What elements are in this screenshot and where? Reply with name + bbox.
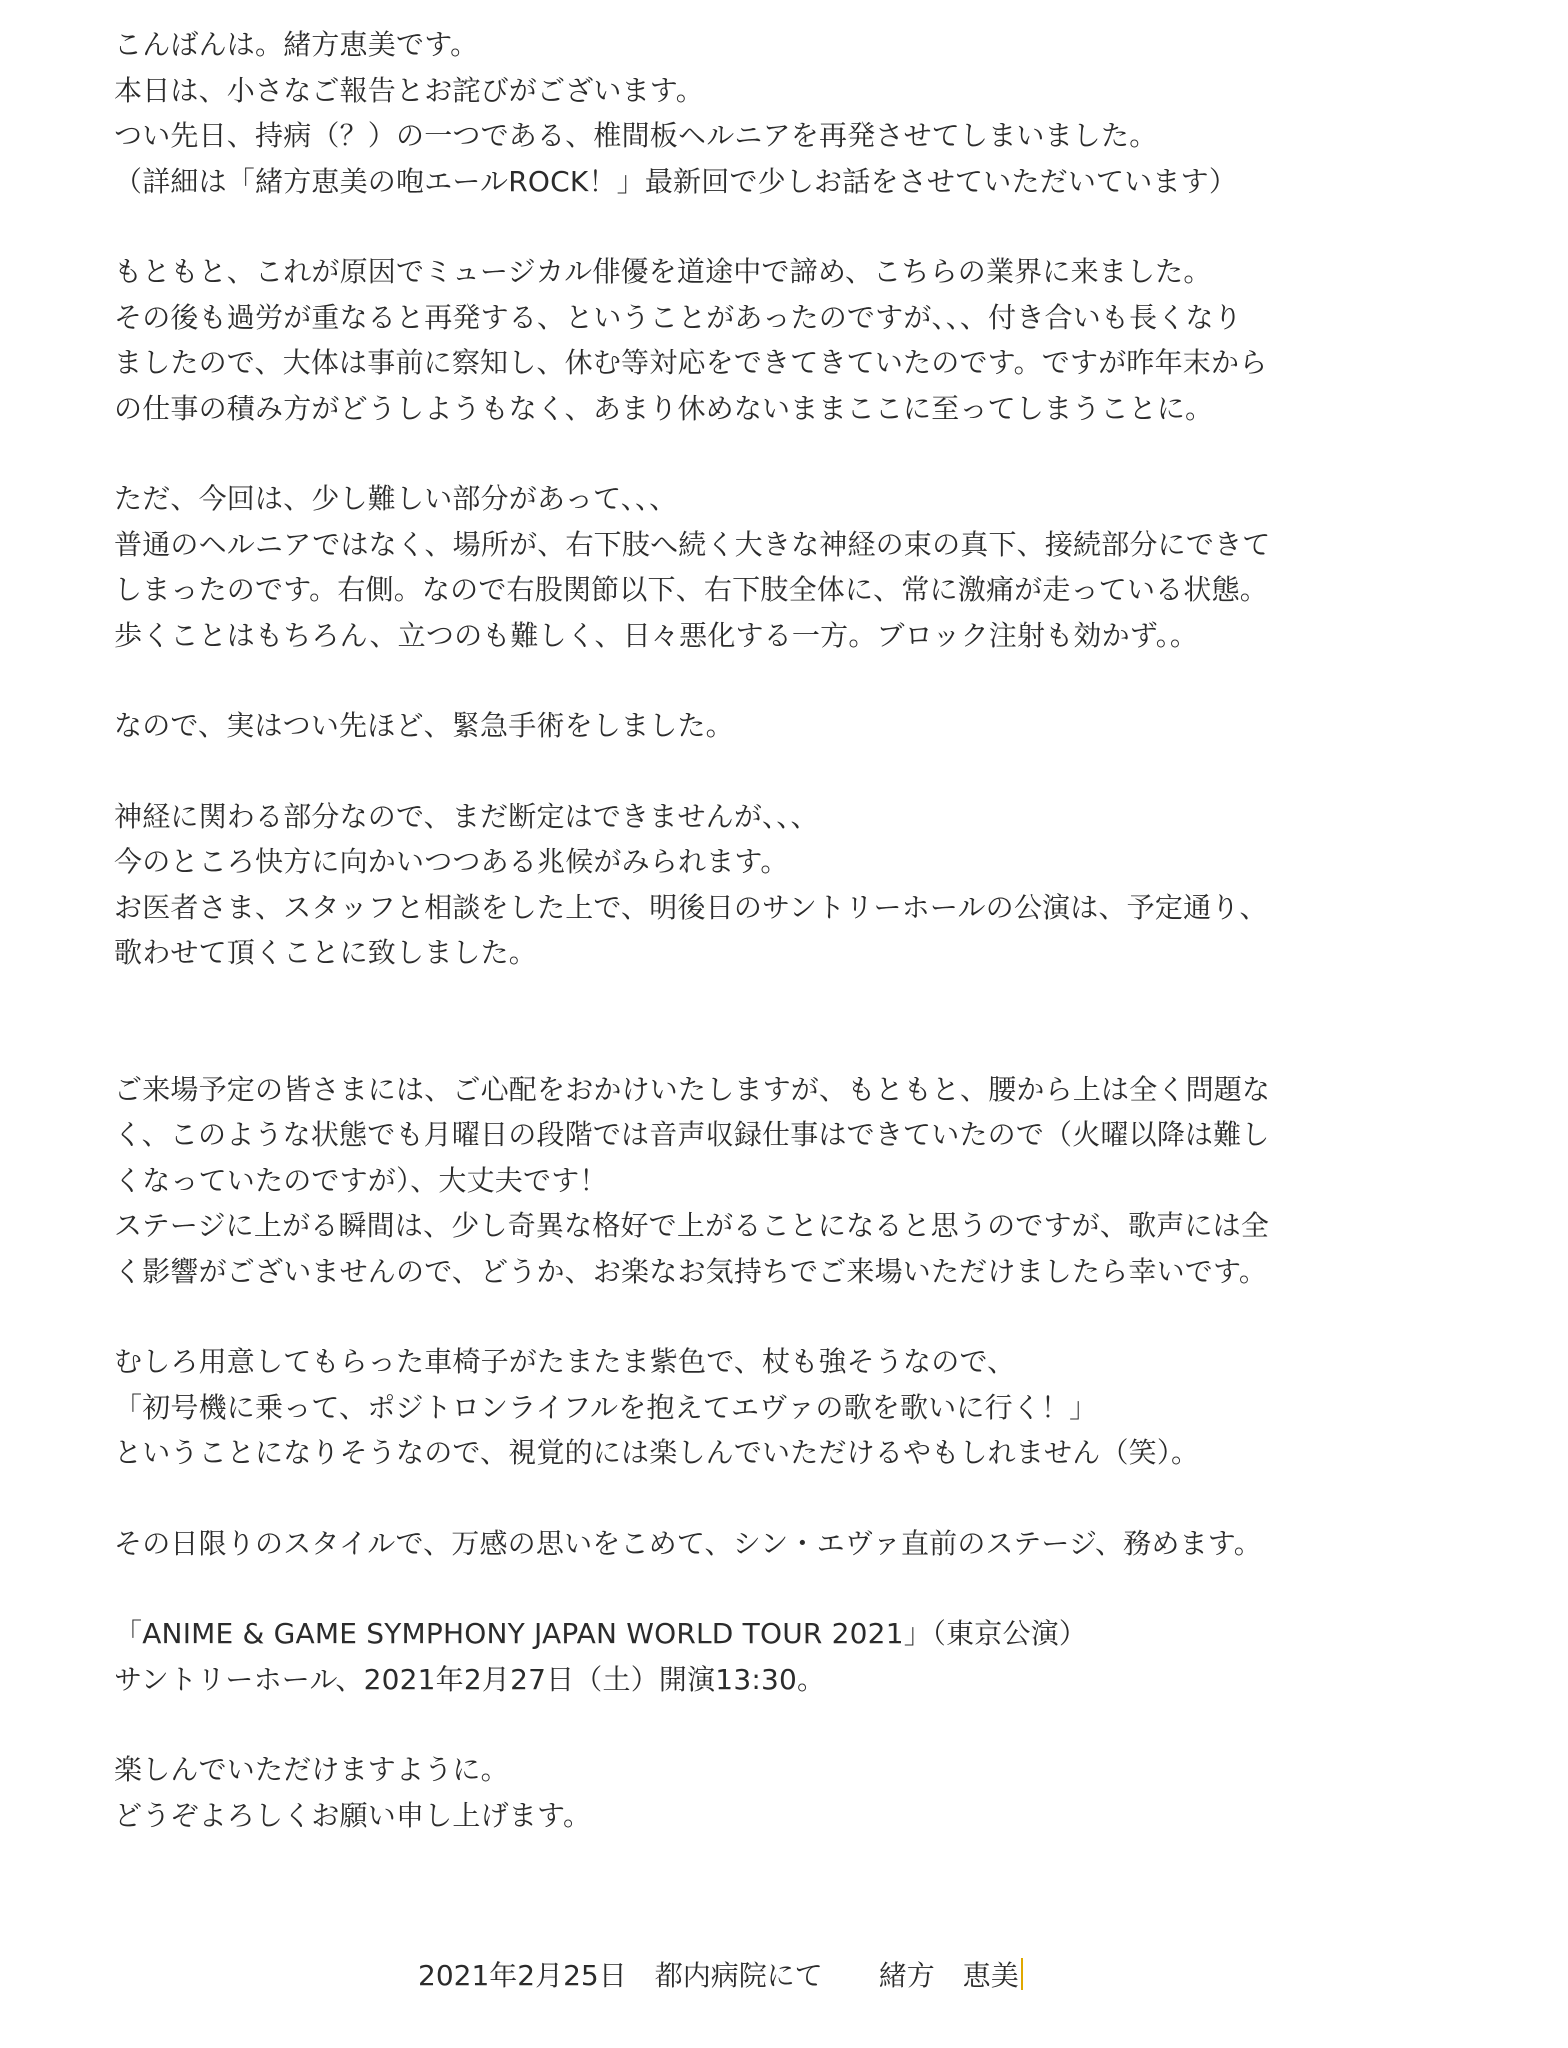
event-venue-date: サントリーホール、2021年2月27日（土）開演13:30。 xyxy=(114,1662,826,1696)
paragraph-surgery xyxy=(114,703,1414,749)
text-line: ただ、今回は、少し難しい部分があって、、、 xyxy=(114,482,678,515)
paragraph-condition xyxy=(114,476,1414,658)
signature-line xyxy=(418,1953,1023,1998)
text-line: （詳細は「緒方恵美の咆エールROCK！」最新回で少しお話をさせていただいています） xyxy=(114,164,1238,198)
text-line: こんばんは。緒方恵美です。 xyxy=(114,28,479,61)
text-line: く、このような状態でも月曜日の段階では音声収録仕事はできていたので（火曜以降は難し xyxy=(114,1118,1270,1151)
paragraph-greeting xyxy=(114,22,1414,204)
paragraph-resolve xyxy=(114,1521,1414,1567)
text-line: 「初号機に乗って、ポジトロンライフルを抱えてエヴァの歌を歌いに行く！」 xyxy=(114,1390,1098,1424)
text-line: 神経に関わる部分なので、まだ断定はできませんが、、、 xyxy=(114,799,819,833)
text-line: ということになりそうなので、視覚的には楽しんでいただけるやもしれません（笑）。 xyxy=(114,1436,1200,1469)
event-title: 「ANIME & GAME SYMPHONY JAPAN WORLD TOUR 2021」（東京公演） xyxy=(114,1617,1088,1650)
text-line: ご来場予定の皆さまには、ご心配をおかけいたしますが、もともと、腰から上は全く問題な xyxy=(114,1072,1271,1106)
text-cursor xyxy=(1021,1958,1023,1990)
text-line: むしろ用意してもらった車椅子がたまたま紫色で、杖も強そうなので、 xyxy=(114,1345,1016,1378)
text-line: つい先日、持病（？）の一つである、椎間板ヘルニアを再発させてしまいました。 xyxy=(114,119,1158,152)
text-line: 本日は、小さなご報告とお詫びがございます。 xyxy=(114,73,704,107)
paragraph-audience xyxy=(114,1067,1414,1295)
text-line: く影響がございませんので、どうか、お楽なお気持ちでご来場いただけましたら幸いです。 xyxy=(114,1254,1268,1288)
text-line: の仕事の積み方がどうしようもなく、あまり休めないままここに至ってしまうことに。 xyxy=(114,391,1214,425)
text-line: 楽しんでいただけますように。 xyxy=(114,1753,509,1786)
paragraph-background xyxy=(114,249,1414,431)
paragraph-wheelchair xyxy=(114,1339,1414,1476)
paragraph-closing xyxy=(114,1747,1414,1838)
paragraph-event xyxy=(114,1611,1414,1702)
text-line: どうぞよろしくお願い申し上げます。 xyxy=(114,1798,592,1832)
text-line: なので、実はつい先ほど、緊急手術をしました。 xyxy=(114,709,734,742)
text-line: 歌わせて頂くことに致しました。 xyxy=(114,936,538,969)
text-line: ましたので、大体は事前に察知し、休む等対応をできてきていたのです。ですが昨年末から xyxy=(114,346,1268,379)
text-line: その日限りのスタイルで、万感の思いをこめて、シン・エヴァ直前のステージ、務めます。 xyxy=(114,1526,1262,1560)
text-line: しまったのです。右側。なので右股関節以下、右下肢全体に、常に激痛が走っている状態。 xyxy=(114,573,1268,606)
signature-text: 2021年2月25日 都内病院にて 緒方 恵美 xyxy=(418,1959,1019,1992)
paragraph-recovery xyxy=(114,794,1414,976)
text-line: 歩くことはもちろん、立つのも難しく、日々悪化する一方。ブロック注射も効かず。。 xyxy=(114,618,1199,652)
text-line: 今のところ快方に向かいつつある兆候がみられます。 xyxy=(114,845,789,878)
text-line: その後も過労が重なると再発する、ということがあったのですが、、、付き合いも長くなり xyxy=(114,300,1242,334)
text-line: くなっていたのですが）、大丈夫です！ xyxy=(114,1163,608,1197)
letter-body xyxy=(114,22,1414,1883)
text-line: もともと、これが原因でミュージカル俳優を道途中で諦め、こちらの業界に来ました。 xyxy=(114,255,1212,288)
text-line: 普通のヘルニアではなく、場所が、右下肢へ続く大きな神経の束の真下、接続部分にできて xyxy=(114,527,1271,561)
text-line: ステージに上がる瞬間は、少し奇異な格好で上がることになると思うのですが、歌声には全 xyxy=(114,1209,1270,1242)
text-line: お医者さま、スタッフと相談をした上で、明後日のサントリーホールの公演は、予定通り、 xyxy=(114,890,1268,924)
